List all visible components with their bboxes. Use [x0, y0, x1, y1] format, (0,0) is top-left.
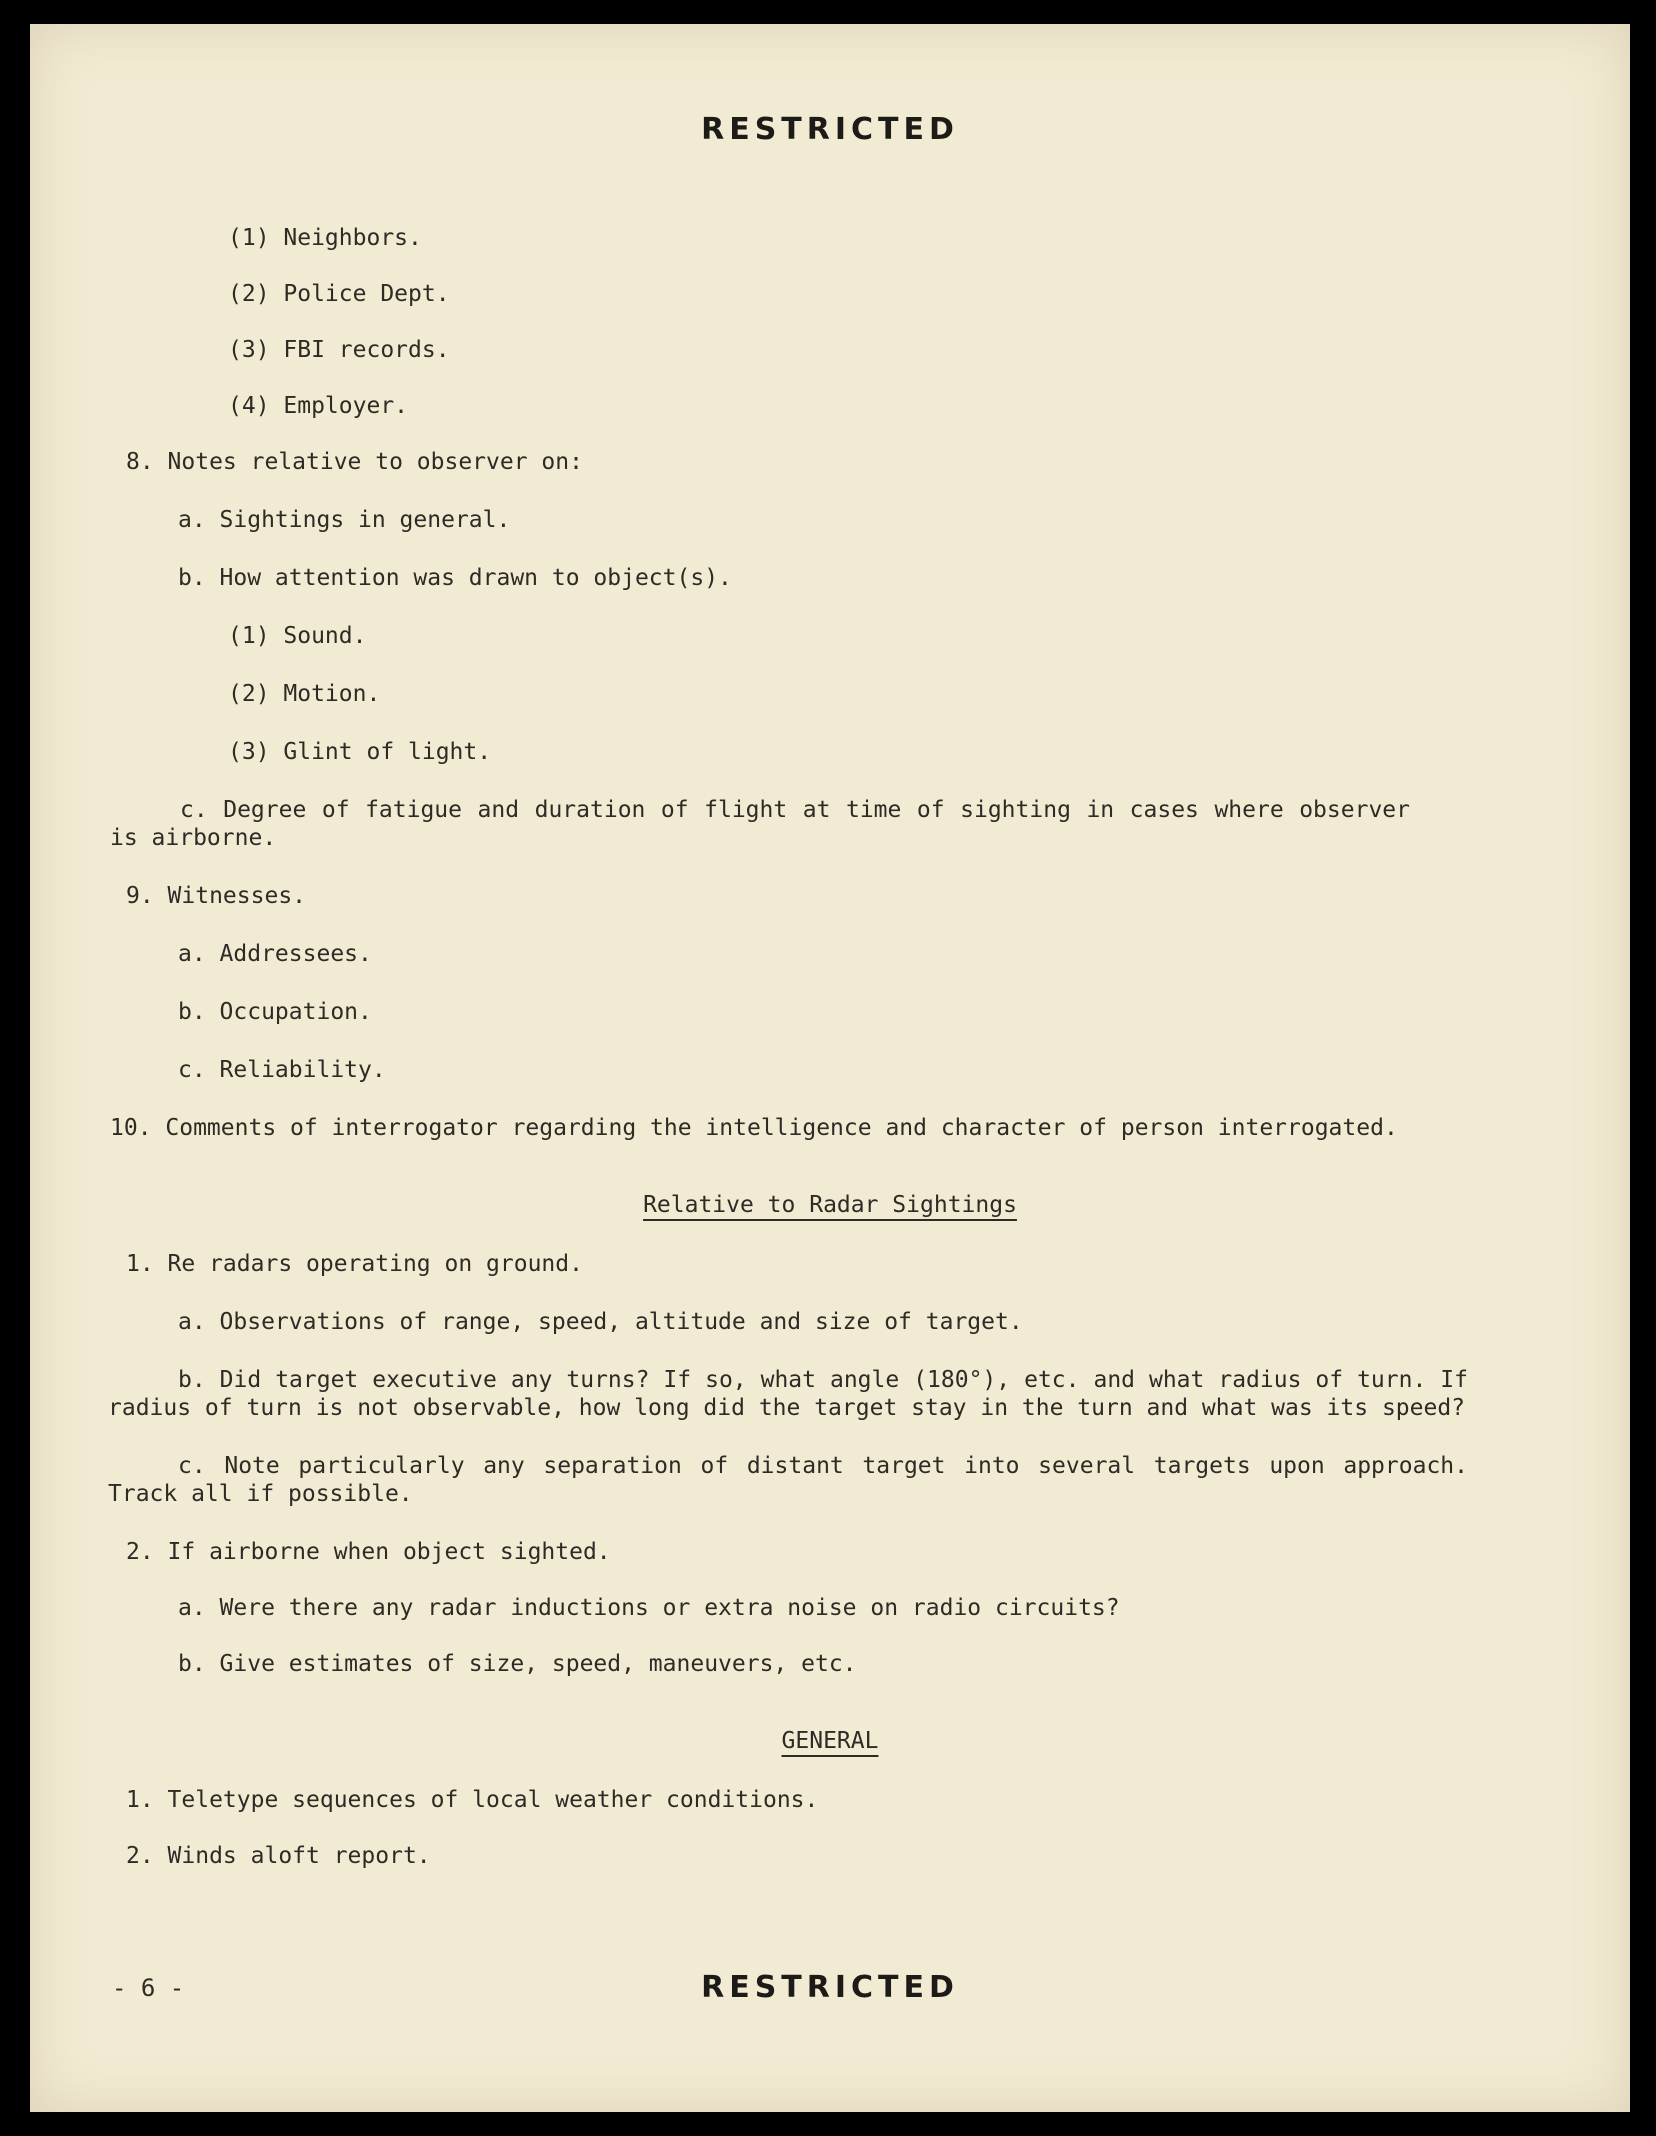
radar-item-2: 2. If airborne when object sighted. — [126, 1539, 611, 1565]
radar-item-1b: b. Did target executive any turns? If so, what angle (180°), etc. and what radius of turn. If radius of turn is not observable, how long did the target stay in the turn and what was its speed? — [108, 1367, 1468, 1421]
page-number: - 6 - — [112, 1974, 185, 2002]
footer-classification: RESTRICTED — [701, 1970, 959, 2005]
item-9b: b. Occupation. — [178, 999, 372, 1025]
header-classification: RESTRICTED — [701, 112, 959, 147]
radar-item-1a: a. Observations of range, speed, altitude and size of target. — [178, 1309, 1023, 1335]
item-8a: a. Sightings in general. — [178, 507, 511, 533]
item-8c: c. Degree of fatigue and duration of flight at time of sighting in cases where observer is airborne. — [110, 797, 1410, 851]
item-10-comments: 10. Comments of interrogator regarding the intelligence and character of person interrogated. — [110, 1115, 1398, 1141]
list-item-fbi: (3) FBI records. — [228, 337, 450, 363]
item-8b: b. How attention was drawn to object(s). — [178, 565, 732, 591]
item-9a: a. Addressees. — [178, 941, 372, 967]
document-page — [30, 24, 1630, 2112]
item-8b3: (3) Glint of light. — [228, 739, 492, 765]
item-9-witnesses: 9. Witnesses. — [126, 883, 307, 909]
item-8b1: (1) Sound. — [228, 623, 367, 649]
item-9c: c. Reliability. — [178, 1057, 386, 1083]
list-item-employer: (4) Employer. — [228, 393, 409, 419]
radar-item-2b: b. Give estimates of size, speed, maneuvers, etc. — [178, 1651, 857, 1677]
radar-item-1c: c. Note particularly any separation of distant target into several targets upon approach. Track all if possible. — [108, 1453, 1468, 1507]
item-8b2: (2) Motion. — [228, 681, 381, 707]
general-section-heading: GENERAL — [781, 1728, 879, 1754]
general-item-1: 1. Teletype sequences of local weather conditions. — [126, 1787, 819, 1813]
radar-item-1: 1. Re radars operating on ground. — [126, 1251, 583, 1277]
radar-item-2a: a. Were there any radar inductions or extra noise on radio circuits? — [178, 1595, 1120, 1621]
item-8-notes: 8. Notes relative to observer on: — [126, 449, 583, 475]
list-item-police: (2) Police Dept. — [228, 281, 450, 307]
list-item-neighbors: (1) Neighbors. — [228, 225, 422, 251]
general-item-2: 2. Winds aloft report. — [126, 1843, 431, 1869]
radar-section-heading: Relative to Radar Sightings — [643, 1192, 1017, 1218]
